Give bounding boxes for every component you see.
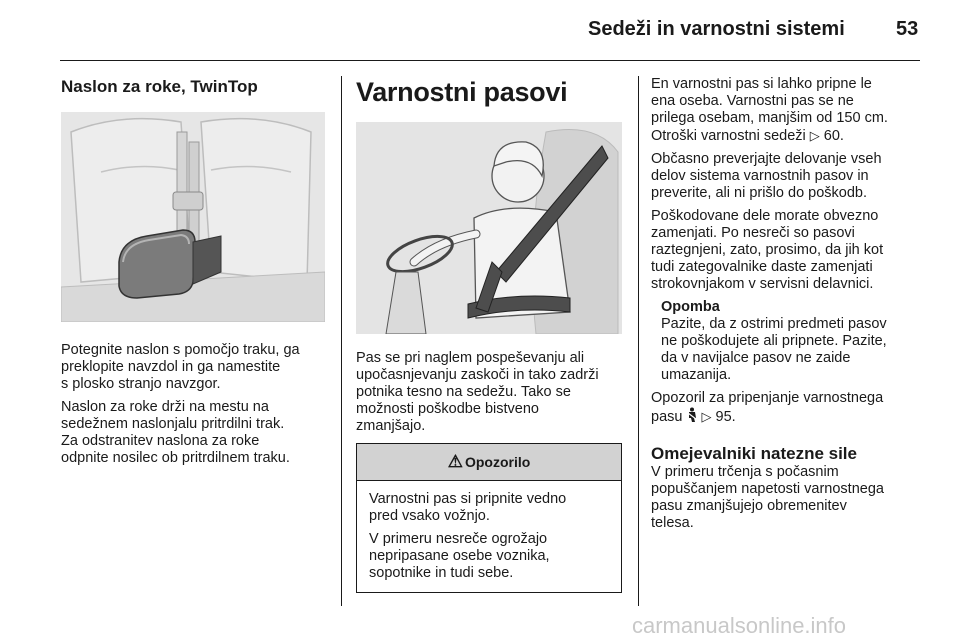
warning-paragraph: Varnostni pas si pripnite vedno pred vsako vožnjo.	[369, 491, 567, 524]
column-armrest	[61, 76, 329, 473]
page-reference-link[interactable]: 60.	[823, 128, 844, 144]
seatbelt-illustration	[356, 122, 622, 334]
header-rule	[60, 60, 920, 61]
armrest-heading: Naslon za roke, TwinTop	[61, 77, 258, 96]
note-title: Opomba	[661, 299, 720, 315]
info-text: Opozoril za pripenjanje varnostnega pasu	[651, 390, 884, 425]
watermark: carmanualsonline.info	[632, 613, 847, 638]
seatbelts-heading: Varnostni pasovi	[356, 77, 568, 107]
page-header-title: Sedeži in varnostni sistemi	[588, 18, 845, 40]
column-divider	[341, 76, 342, 606]
note-block	[651, 299, 923, 384]
armrest-paragraph: Potegnite naslon s pomočjo traku, ga preklopite navzdol in ga namestite s plosko stranjo navzgor.	[61, 342, 300, 392]
triangle-right-icon: ▷	[809, 128, 820, 143]
info-paragraph: V primeru trčenja s počasnim popuščanjem napetosti varnostnega pasu zmanjšujejo obremenitev telesa.	[651, 464, 884, 531]
seatbelts-paragraph: Pas se pri naglem pospeševanju ali upočasnjevanju zaskoči in tako zadrži potnika tesno na sedežu. Tako se možnosti poškodbe bistveno zmanjšajo.	[356, 350, 599, 434]
warning-title: Opozorilo	[464, 454, 531, 470]
page-number: 53	[896, 18, 919, 40]
page-reference-link[interactable]: 95.	[715, 409, 736, 425]
info-text: En varnostni pas si lahko pripne le ena oseba. Varnostni pas se ne prilega osebam, manjšim od 150 cm. Otroški varnostni sedeži	[651, 76, 888, 144]
info-paragraph	[651, 390, 923, 428]
note-text: Pazite, da z ostrimi predmeti pasov ne poškodujete ali pripnete. Pazite, da v navijalce pasov ne zaide umazanija.	[661, 316, 887, 383]
info-paragraph: Občasno preverjajte delovanje vseh delov sistema varnostnih pasov in preverite, ali ni prišlo do poškodb.	[651, 151, 882, 201]
triangle-right-icon: ▷	[701, 409, 712, 424]
armrest-illustration	[61, 112, 325, 322]
warning-triangle-icon: ⚠	[447, 452, 463, 471]
column-divider	[638, 76, 639, 606]
force-limiters-heading: Omejevalniki natezne sile	[651, 444, 857, 463]
armrest-paragraph: Naslon za roke drži na mestu na sedežnem naslonjalu pritrdilni trak. Za odstranitev naslona za roke odpnite nosilec ob pritrdilnem traku.	[61, 399, 290, 466]
column-seatbelts	[356, 76, 624, 593]
warning-paragraph: V primeru nesreče ogrožajo nepripasane osebe voznika, sopotnike in tudi sebe.	[369, 531, 550, 581]
warning-header	[357, 444, 621, 481]
seatbelt-person-icon	[686, 407, 698, 428]
warning-box	[356, 443, 622, 593]
info-paragraph: Poškodovane dele morate obvezno zamenjati. Po nesreči so pasovi raztegnjeni, zato, prosimo, da jih kot tudi zategovalnike daste zamenjati strokovnjakom v servisni delavnici.	[651, 208, 884, 292]
column-seatbelt-info	[651, 76, 923, 538]
info-paragraph	[651, 76, 923, 145]
